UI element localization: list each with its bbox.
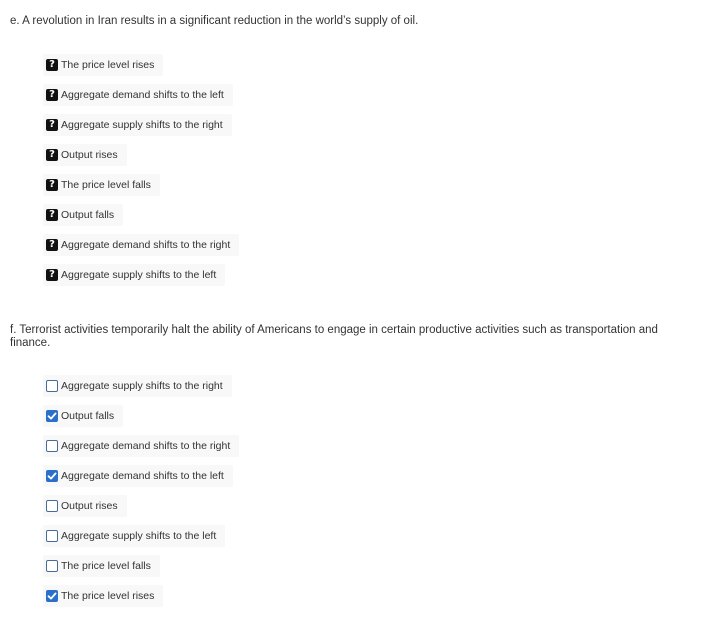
checkbox-unchecked[interactable]: [46, 530, 58, 542]
question-e-option[interactable]: [43, 84, 233, 106]
question-f-text: f. Terrorist activities temporarily halt the ability of Americans to engage in certain productive activities such as transportation and finance.: [10, 324, 658, 349]
question-f-option[interactable]: [43, 375, 232, 397]
question-mark-icon: ?: [46, 89, 58, 101]
option-label: Aggregate supply shifts to the right: [61, 119, 223, 131]
checkbox-checked[interactable]: [46, 470, 58, 482]
question-e-option[interactable]: [43, 234, 239, 256]
question-e-option[interactable]: [43, 204, 123, 226]
option-label: The price level rises: [61, 59, 155, 71]
checkmark-icon: [47, 591, 57, 601]
option-label: Output falls: [61, 410, 115, 422]
option-label: Output rises: [61, 500, 118, 512]
option-label: Aggregate supply shifts to the left: [61, 269, 217, 281]
question-e-text: e. A revolution in Iran results in a significant reduction in the world’s supply of oil.: [10, 15, 419, 27]
question-f-option[interactable]: [43, 465, 233, 487]
question-f-option[interactable]: [43, 405, 123, 427]
question-f-option[interactable]: [43, 585, 163, 607]
checkmark-icon: [47, 411, 57, 421]
checkbox-unchecked[interactable]: [46, 500, 58, 512]
option-label: Output rises: [61, 149, 118, 161]
question-mark-icon: ?: [46, 59, 58, 71]
question-mark-icon: ?: [46, 209, 58, 221]
question-f-option[interactable]: [43, 495, 127, 517]
option-label: Aggregate supply shifts to the left: [61, 530, 217, 542]
question-e-option[interactable]: [43, 114, 232, 136]
checkbox-checked[interactable]: [46, 590, 58, 602]
option-label: Aggregate demand shifts to the right: [61, 239, 231, 251]
question-mark-icon: ?: [46, 149, 58, 161]
option-label: Aggregate supply shifts to the right: [61, 380, 223, 392]
question-mark-icon: ?: [46, 119, 58, 131]
question-f-option[interactable]: [43, 555, 160, 577]
question-e-option[interactable]: [43, 54, 163, 76]
option-label: Aggregate demand shifts to the left: [61, 470, 224, 482]
option-label: The price level rises: [61, 590, 155, 602]
checkmark-icon: [47, 471, 57, 481]
question-mark-icon: ?: [46, 239, 58, 251]
checkbox-checked[interactable]: [46, 410, 58, 422]
option-label: Output falls: [61, 209, 115, 221]
question-mark-icon: ?: [46, 179, 58, 191]
checkbox-unchecked[interactable]: [46, 560, 58, 572]
question-e-option[interactable]: [43, 264, 225, 286]
option-label: The price level falls: [61, 560, 151, 572]
question-mark-icon: ?: [46, 269, 58, 281]
question-e-option[interactable]: [43, 144, 127, 166]
option-label: Aggregate demand shifts to the left: [61, 89, 224, 101]
option-label: The price level falls: [61, 179, 151, 191]
question-f-option[interactable]: [43, 435, 239, 457]
checkbox-unchecked[interactable]: [46, 440, 58, 452]
question-f-option[interactable]: [43, 525, 225, 547]
option-label: Aggregate demand shifts to the right: [61, 440, 231, 452]
checkbox-unchecked[interactable]: [46, 380, 58, 392]
question-e-option[interactable]: [43, 174, 160, 196]
